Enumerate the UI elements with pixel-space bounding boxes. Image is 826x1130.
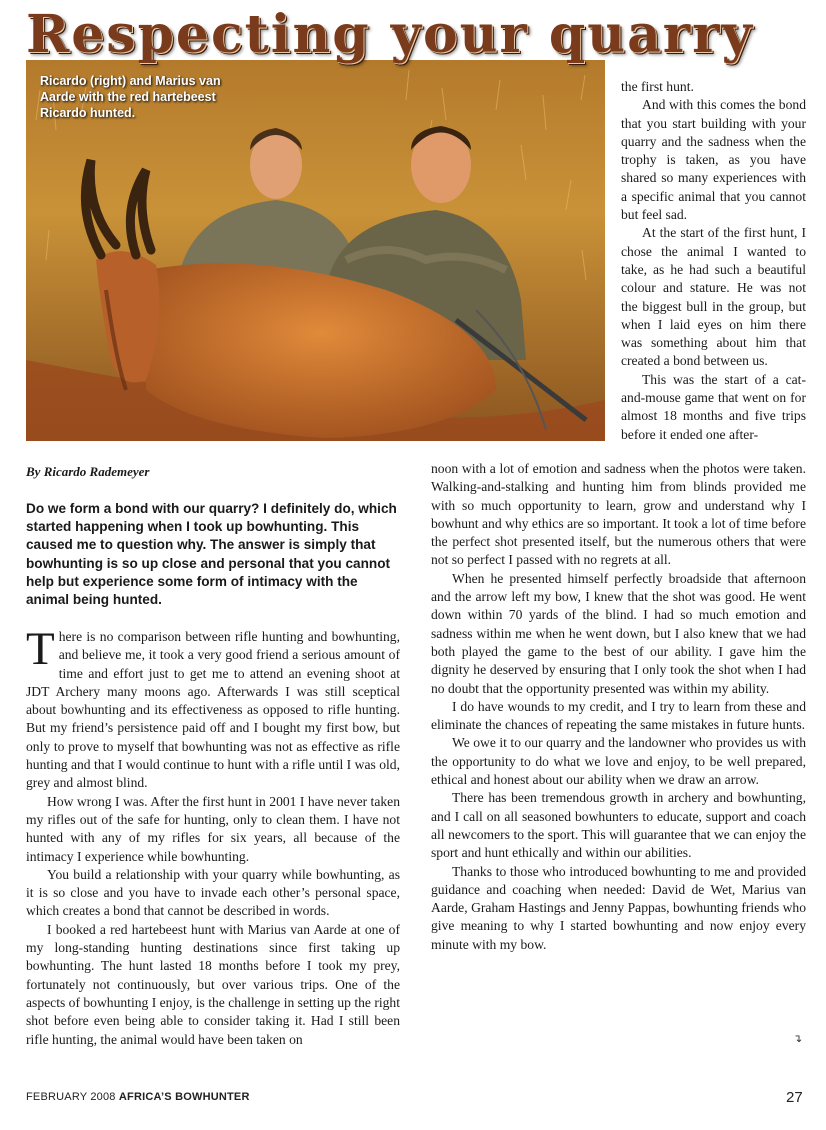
- left-column: [26, 623, 401, 1049]
- right-column-bottom: [431, 460, 806, 954]
- page-number: 27: [786, 1089, 803, 1106]
- article-title: Respecting your quarry: [26, 4, 754, 65]
- paragraph: I do have wounds to my credit, and I try to learn from these and eliminate the chances of repeating the same mistakes in future hunts.: [431, 698, 806, 733]
- paragraph: I booked a red hartebeest hunt with Marius van Aarde at one of my long-standing hunting destinations since first taking up bowhunting. The hunt lasted 18 months before I took my prey, fortunately not continuously, but over various trips. One of the aspects of bowhunting I enjoy, is the challenge in setting up the right shot before even being able to consider taking it. Had I still been rifle hunting, the animal would have been taken on: [26, 921, 401, 1047]
- paragraph: At the start of the first hunt, I chose the animal I wanted to take, as he had such a beautiful colour and stature. He was not the biggest bull in the group, but when I laid eyes on him there was something about him that created a bond between us.: [621, 225, 806, 369]
- right-column-top: [621, 78, 806, 444]
- end-mark-icon: ↴: [793, 1032, 803, 1045]
- paragraph: How wrong I was. After the first hunt in 2001 I have never taken my rifles out of the safe for hunting, only to clean them. I have not hunted with any of my rifles for six years, all because of the intimacy I experience while bowhunting.: [26, 793, 400, 864]
- paragraph: the first hunt.: [621, 79, 694, 94]
- paragraph-text: here is no comparison between rifle hunting and bowhunting, and believe me, it took a very good friend a serious amount of time and effort just to get me to attend an evening shoot at JDT Archery many moons ago. Afterwards I was still sceptical about bowhunting and its effectiveness as opposed to rifle hunting. But my friend’s persistence paid off and I bought my first bow, but only to prove to myself that bowhunting was not as effective as rifle hunting and that I would continue to hunt with a rifle until I was old, grey and almost blind.: [26, 629, 400, 791]
- paragraph: [26, 623, 400, 793]
- footer-magazine: AFRICA’S BOWHUNTER: [118, 1091, 250, 1103]
- photo-caption: Ricardo (right) and Marius van Aarde with the red hartebeest Ricardo hunted.: [40, 74, 221, 120]
- byline: By Ricardo Rademeyer: [26, 464, 150, 479]
- paragraph: You build a relationship with your quarry while bowhunting, as it is so close and you have to invade each other’s personal space, which creates a bond that cannot be described in words.: [26, 866, 400, 919]
- drop-cap: T: [26, 623, 55, 675]
- paragraph: And with this comes the bond that you start building with your quarry and the sadness when the trophy is taken, as you have shared so many experiences with a specific animal that you cannot but feel sad.: [621, 97, 806, 223]
- paragraph: noon with a lot of emotion and sadness when the photos were taken. Walking-and-stalking and hunting him from blinds provided me with so much opportunity to learn, grow and understand why I bowhunt and why ethics are so important. It took a lot of time before the perfect shot presented itself, but the numerous others that were not so perfect I passed with no regrets at all.: [431, 461, 806, 568]
- paragraph: When he presented himself perfectly broadside that afternoon and the arrow left my bow, I knew that the shot was good. He went down within 70 yards of the blind. I had so much emotion and sadness within me when he went down, but I also knew that we had both played the game to the best of our ability. I gave him the dignity he deserved by ensuring that I only took the shot when I had no doubt that the opportunity presented was within my ability.: [431, 570, 806, 696]
- paragraph: This was the start of a cat-and-mouse game that went on for almost 18 months and five trips before it ended one after-: [621, 371, 806, 442]
- paragraph: There has been tremendous growth in archery and bowhunting, and I call on all seasoned bowhunters to educate, support and coach all newcomers to the sport. This will guarantee that we can enjoy the sport and hunt ethically and within our abilities.: [431, 790, 806, 861]
- paragraph: Thanks to those who introduced bowhunting to me and provided guidance and coaching when needed: David de Wet, Marius van Aarde, Graham Hastings and Jenny Pappas, bowhunting friends who give meaning to why I started bowhunting and now enjoy every minute with my bow.: [431, 863, 806, 952]
- page-footer: [26, 1091, 250, 1103]
- paragraph: We owe it to our quarry and the landowner who provides us with the opportunity to do what we love and enjoy, to be well prepared, ethical and honest about our ability when we draw an arrow.: [431, 735, 806, 788]
- lead-paragraph: Do we form a bond with our quarry? I definitely do, which started happening when I took up bowhunting. This caused me to question why. The answer is simply that bowhunting is so up close and personal that you cannot help but experience some form of intimacy with the animal being hunted.: [26, 501, 397, 608]
- footer-issue: FEBRUARY 2008: [26, 1091, 116, 1103]
